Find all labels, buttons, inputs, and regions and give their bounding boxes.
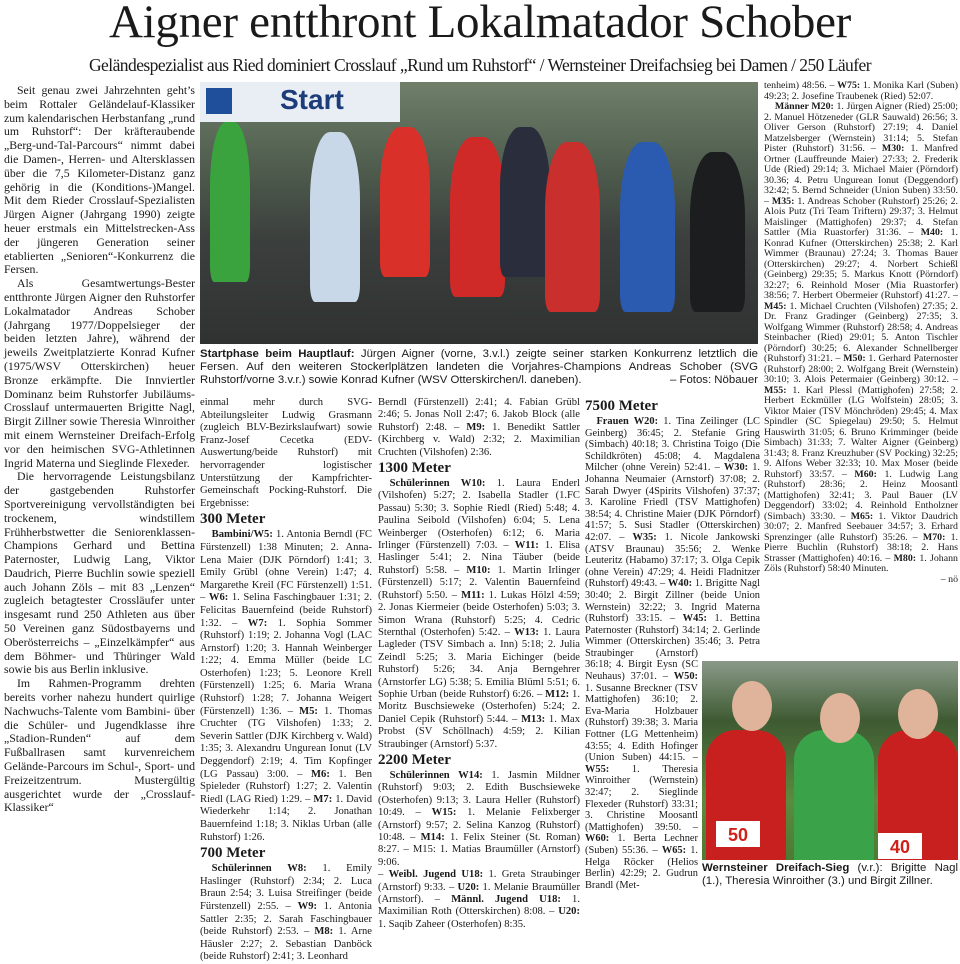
- category-label: W30:: [723, 462, 749, 474]
- text-run: 1. Melanie Felixberger (Arnstorf) 9:57; 2. Selina Kanzog (Ruhstorf) 10:48. –: [378, 807, 580, 843]
- text-run: 1. Max Probst (SV Schöllnach) 4:59; 2. Kilian Straubinger (Arnstorf) 5:37.: [378, 713, 580, 750]
- text-run: 1. David Wiederkehr 1:14; 2. Jonathan Bauernfeind 1:18; 3. Niklas Urban (alle Ruhstorf) 1:26.: [200, 793, 373, 843]
- text-run: 1. Jasmin Mildner (Ruhstorf) 9:03; 2. Edith Buschsieweke (Osterhofen) 9:13; 3. Laura Heller (Ruhstorf) 10:49. –: [378, 769, 580, 819]
- text-run: 1. Gerhard Paternoster (Ruhstorf) 28:00; 2. Wolfgang Breit (Wernstein) 30:10; 3. Alois Petermaier (Geinberg) 30:12. –: [764, 353, 958, 385]
- paragraph: [200, 397, 372, 510]
- runner-figure: [210, 122, 250, 282]
- article-column-5: [764, 81, 958, 585]
- category-label: W50:: [673, 671, 698, 683]
- runner-figure: [380, 127, 430, 277]
- paragraph: [378, 869, 580, 931]
- category-label: M14:: [420, 832, 445, 843]
- headline: Aigner entthront Lokalmatador Schober: [109, 0, 851, 48]
- text-run: 1. Pierre Buchlin (Ruhstorf) 38:18; 2. Hans Strasser (Mattighofen) 40:16. –: [764, 531, 958, 564]
- category-label: Bambini/W5:: [211, 529, 273, 541]
- start-number-bib: 40: [878, 833, 922, 859]
- category-label: W13:: [514, 626, 539, 638]
- text-run: 1. Arne Häusler 2:27; 2. Sebastian Danböck (beide Ruhstorf) 2:41; 3. Leonhard: [200, 926, 372, 963]
- start-photo: [200, 82, 758, 344]
- text-run: Die hervorragende Leistungsbilanz der gastgebenden Ruhstorfer Sportvereinigung vervollständigten bei trockenem, windstillem Frühherbstwetter die Seniorenklassen-Champions Gerhard und Bettina Paternoster, Ludwig Lang, Viktor Daudrich, Pierre Buchlin sowie speziell auch Johann Zöls – mit 83 „Lenzen“ zugleich betagtester Crossläufer unter insgesamt rund 250 Athleten aus über 50 Vereinen ganz Südostbayerns und Oberösterreichs – „Einzelkämpfer“ aus dem Böhmer- und Thüringer Wald sowie bis aus Berlin inklusive.: [4, 469, 195, 677]
- paragraph: [4, 470, 195, 677]
- text-run: 1. Berta Lechner (Suben) 55:36. –: [585, 833, 698, 856]
- runner-figure: [545, 142, 600, 312]
- runner-figure: [310, 132, 360, 302]
- author-signature: – nö: [940, 573, 958, 585]
- paragraph: [378, 397, 580, 459]
- text-run: 1. Antonia Sattler 2:35; 2. Sarah Faschingbauer (beide Ruhstorf) 2:53. –: [200, 900, 372, 938]
- text-run: 1. Johanna Neumaier (Arnstorf) 37:08; 2. Sarah Dwyer (4Spirits Vilshofen) 37:37; 3. Karoline Friedl (TSV Mattighofen) 38:54; 4. Christine Maier (DJK Pörndorf) 41:57; 5. Susi Stadler (Otterskirchen) 42:07. –: [585, 462, 761, 543]
- text-run: 1. Moritz Buschsieweke (Osterhofen) 5:24; 2. Daniel Cepik (Ruhstorf) 5:44. –: [378, 688, 580, 725]
- text-run: 1. Greta Straubinger (Arnstorf) 9:33. –: [378, 869, 581, 893]
- text-run: 1. Elisa Haslinger 5:41; 2. Nina Täuber (beide Ruhstorf) 5:58. –: [378, 540, 580, 576]
- category-label: Schülerinnen W10:: [389, 478, 486, 490]
- category-label: U20:: [558, 906, 580, 918]
- banner-text: Start: [280, 84, 344, 115]
- text-run: 1. Sophia Sommer (Ruhstorf) 1:19; 2. Johanna Vogl (LAC Arnstorf) 1:20; 3. Hannah Weinberger 1:22; 4. Emma Müller (beide LC Osterhofen) 1:23; 5. Leonore Krell (Fürstenzell) 1:25; 6. Maria Wrana (Ruhstorf) 1:28; 7. Johanna Weigert (Fürstenzell) 1:36. –: [200, 617, 373, 717]
- category-label: W60:: [585, 833, 610, 845]
- athlete-head: [732, 681, 772, 731]
- section-heading: 2200 Meter: [378, 751, 451, 768]
- caption-text: (v.r.): Brigitte Nagl (1.), Theresia Winroither (3.) und Birgit Zillner.: [702, 862, 958, 887]
- text-run: 1. Thomas Cruchter (TG Vilshofen) 1:33; 2. Severin Sattler (DJK Kirchberg v. Wald) 1:35; 3. Alexandru Ungurean Ionut (LV Deggendorf) 2:19; 4. Tim Kopfinger (LG Passau) 3:00. –: [200, 705, 372, 780]
- category-label: Frauen W20:: [596, 416, 659, 427]
- category-label: W75:: [837, 80, 861, 91]
- article-column-1: [4, 84, 195, 815]
- category-label: M13:: [521, 713, 546, 725]
- text-run: 1. Laura Lagleder (TSV Simbach a. Inn) 5:18; 2. Julia Zeindl 5:25; 3. Maria Eichinger (beide Ruhstorf) 5:26; 34. Anja Berngehrer (Arnstorfer LG) 5:38; 5. Emilia Blüml 5:51; 6. Sophie Urban (beide Ruhstorf) 6:26. –: [378, 626, 580, 700]
- section-heading: 7500 Meter: [585, 398, 658, 414]
- text-run: einmal mehr durch SVG-Abteilungsleiter Ludwig Grasmann (zugleich BLV-Bezirkslaufwart) sowie Franz-Josef Cecetka (EDV-Auswertung/beide Ruhstorf) mit hervorragender logistischer Unterstützung der Kampfrichter-Gemeinschaft Pocking-Ruhstorf. Die Ergebnisse:: [200, 397, 372, 509]
- text-run: 1. Emily Haslinger (Ruhstorf) 2:34; 2. Luca Braun 2:54; 3. Luisa Streifinger (beide Fürstenzell) 2:55. –: [200, 863, 372, 912]
- text-run: 1. Selina Faschingbauer 1:31; 2. Felicitas Bauernfeind (beide Ruhstorf) 1:32. –: [200, 592, 372, 629]
- category-label: M12:: [545, 688, 570, 700]
- category-label: M70:: [922, 531, 946, 543]
- category-label: M60:: [854, 468, 877, 480]
- runner-figure: [450, 137, 505, 297]
- category-label: M45:: [764, 300, 787, 312]
- category-label: M6:: [311, 768, 330, 780]
- category-label: M11:: [461, 589, 485, 601]
- category-label: Weibl. Jugend U18:: [388, 869, 484, 881]
- bank-logo-icon: [206, 88, 232, 114]
- category-label: W9:: [297, 900, 318, 912]
- text-run: 1. Viktor Daudrich 30:07; 2. Manfred Seebauer 34:57; 3. Erhard Sprenzinger (alle Ruhstorf) 35:26. –: [764, 510, 958, 543]
- category-label: W6:: [208, 592, 229, 604]
- paragraph: [764, 81, 958, 102]
- category-label: Schülerinnen W8:: [211, 863, 307, 875]
- athlete-head: [898, 689, 938, 739]
- caption-title: Startphase beim Hauptlauf:: [200, 348, 355, 360]
- text-run: 1. Helga Röcker (Helios Berlin) 42:29; 2. Gudrun Brandl (Met-: [585, 844, 699, 891]
- text-run: 1. Theresia Winroither (Wernstein) 32:47; 2. Sieglinde Flexeder (Ruhstorf) 33:31; 3. Christine Moosantl (Mattighofen) 39:50. –: [585, 763, 698, 833]
- text-run: tenheim) 48:56. –: [764, 80, 838, 91]
- category-label: W65:: [661, 844, 687, 856]
- text-run: 1. Antonia Berndl (FC Fürstenzell) 1:38 Minuten; 2. Anna-Lena Maier (DJK Pörndorf) 1:41; 3. Emily Grübl (ohne Verein) 1:47; 4. Margarethe Kreil (FC Fürstenzell) 1:51. –: [200, 529, 372, 604]
- category-label: W7:: [247, 617, 268, 629]
- runner-figure: [620, 142, 675, 312]
- runner-figure: [690, 152, 745, 312]
- photo-credit: – Fotos: Nöbauer: [669, 374, 758, 386]
- category-label: M55:: [764, 384, 787, 396]
- section-heading: 300 Meter: [200, 511, 266, 528]
- text-run: 1. Ludwig Lang (Ruhstorf) 28:36; 2. Heinz Moosantl (Mattighofen) 32:41; 3. Paul Bauer (LV Deggendorf) 33:02; 4. Reinhold Entholzner (Simbach) 33:30. –: [764, 468, 958, 522]
- category-label: Männl. Jugend U18:: [451, 894, 561, 906]
- caption-title: Wernsteiner Dreifach-Sieg: [702, 862, 850, 874]
- paragraph: [4, 84, 195, 277]
- text-run: 1. Nicole Jankowski (ATSV Braunau) 35:56; 2. Wenke Leuteritz (Habamo) 37:17; 3. Olga Cepik (ohne Verein) 47:29; 4. Heidi Fladnitzer (Ruhstorf) 49:43. –: [585, 531, 760, 590]
- text-run: 1. Konrad Kufner (Otterskirchen) 25:38; 2. Karl Wimmer (Braunau) 27:24; 3. Thomas Bauer (Otterskirchen) 29:27; 4. Norbert Schießl (Geinberg) 29:35; 5. Markus Knott (Pörndorf) 32:27; 6. Reinhold Moser (Mia Ruastorfer) 38:56; 7. Herbert Obermeier (Ruhstorf) 41:27. –: [764, 227, 959, 301]
- category-label: W40:: [667, 578, 693, 590]
- paragraph: [200, 863, 372, 964]
- text-run: 1. Johann Zöls (Ruhstorf) 58:40 Minuten.: [764, 552, 958, 574]
- text-run: 1. Lukas Hölzl 4:59; 2. Jonas Kiermeier (beide Osterhofen) 5:03; 3. Simon Wrana (Ruhstorf) 5:25; 4. Cedric Sternthal (Osterhofen) 5:42. –: [378, 589, 580, 638]
- text-run: 1. Andreas Schober (Ruhstorf) 25:26; 2. Alois Putz (Tri Team Triftern) 29:37; 3. Helmut Maislinger (Mattighofen) 29:37; 4. Stefan Sattler (Mia Ruastorfer) 31:36. –: [764, 195, 958, 238]
- category-label: M40:: [920, 227, 944, 238]
- winners-photo: [702, 661, 958, 860]
- text-run: 1. Maximilian Roth (Otterskirchen) 8:08. –: [378, 894, 580, 918]
- paragraph: [4, 677, 195, 815]
- text-run: 1. Melanie Braumüller (Arnstorf). –: [378, 881, 580, 906]
- subheadline: Geländespezialist aus Ried dominiert Crosslauf „Rund um Ruhstorf“ / Wernsteiner Dreifachsieg bei Damen / 250 Läufer: [88, 55, 872, 75]
- section-heading: 1300 Meter: [378, 460, 451, 477]
- text-run: Berndl (Fürstenzell) 2:41; 4. Fabian Grübl 2:46; 5. Jonas Noll 2:47; 6. Jakob Block (alle Ruhstorf) 2:48. –: [378, 397, 580, 433]
- paragraph: [4, 277, 195, 470]
- category-label: M7:: [313, 793, 333, 805]
- category-label: Schülerinnen W14:: [389, 769, 483, 781]
- text-run: 1. Benedikt Sattler (Kirchberg v. Wald) 2:32; 2. Maximilian Cruchten (Vilshofen) 2:36.: [378, 421, 580, 458]
- category-label: W11:: [514, 540, 539, 552]
- text-run: 1. Susanne Breckner (TSV Mattighofen) 36:10; 2. Eva-Maria Holzbauer (Ruhstorf) 39:38; 3. Maria Fottner (LG Mettenheim) 43:55; 4. Edith Hofinger (Union Suben) 44:15. –: [585, 682, 698, 764]
- category-label: U20:: [457, 881, 480, 893]
- text-run: 1. Laura Enderl (Vilshofen) 5:27; 2. Isabella Stadler (1.FC Passau) 5:30; 3. Sophie Riedl (Ried) 5:48; 4. Paulina Seibold (Vilshofen) 6:04; 5. Lena Weinberger (Osterhofen) 6:12; 6. Maria Irlinger (Fürstenzell) 7:03. –: [378, 478, 580, 552]
- category-label: Männer M20:: [774, 101, 834, 112]
- category-label: M80:: [893, 552, 917, 564]
- paragraph: [378, 770, 580, 869]
- athlete-head: [820, 693, 860, 743]
- category-label: W55:: [585, 763, 610, 775]
- article-column-2: [200, 397, 372, 964]
- start-photo-caption: [200, 348, 758, 387]
- category-label: M9:: [466, 421, 486, 433]
- paragraph: [378, 478, 580, 751]
- category-label: M30:: [881, 143, 905, 154]
- runner-figure: [500, 127, 550, 277]
- text-run: Als Gesamtwertungs-Bester entthronte Jürgen Aigner den Ruhstorfer Lokalmatador Andreas Schober (Jahrgang 1977/Doppelsieger der beiden letzten Jahre), während der jeweils Zweitplatzierte Konrad Kufner (1975/WSV Otterskirchen) heuer Bronze erkämpfte. Die Innviertler Dominanz beim Ruhstorfer Jubiläums-Crosslauf untermauerten Brigitte Nagl, Birgit Zillner sowie Theresia Winroither mit einem Wernsteiner Dreifach-Erfolg vor den heimischen SVG-Athletinnen Ingrid Materna und Sieglinde Flexeder.: [4, 276, 195, 470]
- article-column-3: [378, 397, 580, 931]
- paragraph: [200, 529, 372, 844]
- category-label: M8:: [314, 926, 334, 938]
- athlete-figure: [794, 730, 874, 860]
- text-run: 1. Ben Spieleder (Ruhstorf) 1:27; 2. Valentin Riedl (LAG Ried) 1:29. –: [200, 768, 373, 805]
- text-run: 1. Brigitte Nagl 30:40; 2. Birgit Zillner (beide Union Wernstein) 32:22; 3. Ingrid Materna (Ruhstorf) 33:15. –: [585, 578, 761, 625]
- text-run: –: [378, 869, 389, 881]
- category-label: M5:: [299, 705, 318, 717]
- category-label: W45:: [682, 613, 707, 625]
- caption-text: Jürgen Aigner (vorne, 3.v.l.) zeigte seiner starken Konkurrenz letztlich die Fersen. Auf den weiteren Stockerlplätzen landeten die Vorjahres-Champions Andreas Schober (SVG Ruhstorf/vorne 3.v.r.) sowie Konrad Kufner (WSV Otterskirchen/l. daneben).: [200, 348, 758, 386]
- text-run: Seit genau zwei Jahrzehnten geht’s beim Rottaler Geländelauf-Klassiker zum kalendarischen Herbstanfang „rund um Ruhstorf“: Der kräfteraubende „Berg-und-Tal-Parcours“ nimmt dabei die Damen-, Herren- und Altersklassen über die 7,5 Kilometer-Distanz ganz gehörig in die (Konditions-)Mangel. Mit dem Rieder Crosslauf-Spezialisten Jürgen Aigner (Jahrgang 1990) zeigte heuer erstmals ein Mittelstrecken-Ass der jüngeren Generation seiner etablierten „Senioren“-Konkurrenz die Fersen.: [4, 83, 195, 277]
- text-run: 1. Bettina Paternoster (Ruhstorf) 34:14; 2. Gerlinde Wimmer (Otterskirchen) 35:46; 3. Petra Straubinger (Arnstorf) 36:18; 4. Birgit Eysn (SC Neuhaus) 37:01. –: [585, 613, 761, 683]
- text-run: 1. Martin Irlinger (Fürstenzell) 5:17; 2. Valentin Bauernfeind (Ruhstorf) 5:50. –: [378, 564, 580, 601]
- category-label: M35:: [771, 195, 795, 207]
- text-run: 1. Karl Plessl (Mattighofen) 27:58; 2. Herbert Eckmüller (LG Wolfstein) 28:05; 3. Viktor Maier (TSV Mönchröden) 29:45; 4. Max Spindler (SC Spiegelau) 29:50; 5. Helmut Hauswirth 31:05; 6. Bruno Krimminger (beide Simbach) 31:33; 7. Walter Aigner (Geinberg) 31:43; 8. Franz Kreuzhuber (SV Pocking) 32:25; 9. Alfons Weber 32:33; 10. Max Moser (beide Ruhstorf) 33:57. –: [764, 384, 958, 480]
- text-run: 1. Michael Cruchten (Vilshofen) 27:35; 2. Dr. Franz Gradinger (Geinberg) 27:35; 3. Wolfgang Wimmer (Ruhstorf) 28:58; 4. Andreas Steinbacher (Ried) 29:01; 5. Anton Tischler (Pörndorf) 30:25; 6. Alexander Schnellberger (Ruhstorf) 31:21. –: [764, 300, 958, 364]
- text-run: 1. Jürgen Aigner (Ried) 25:00; 2. Manuel Hötzeneder (GLR Sauwald) 26:56; 3. Oliver Gerson (Ruhstorf) 27:19; 4. Daniel Matzelsberger (Wernstein) 31:14; 5. Stefan Pister (Ruhstorf) 31:56. –: [764, 101, 958, 154]
- text-run: 1. Tina Zeilinger (LC Geinberg) 36:45; 2. Stefanie Gring (Simbach) 40:18; 3. Christina Toigo (Die Schildkröten) 45:08; 4. Magdalena Milcher (ohne Verein) 52:41. –: [585, 416, 760, 474]
- category-label: M50:: [843, 353, 866, 364]
- category-label: M10:: [466, 564, 491, 576]
- paragraph: [764, 102, 958, 575]
- winners-photo-caption: [702, 862, 958, 888]
- text-run: Im Rahmen-Programm drehten bereits vorher nahezu hundert quirlige Nachwuchs-Talente vom Bambini- über die Schüler- und Jugendklasse ihre „Stadion-Runden“ auf dem Fußballrasen samt kurvenreichem Gelände-Parcours im Schul-, Sport- und Freizeitzentrum. Mustergültig ausgerichtet wurde der „Crosslauf-Klassiker“: [4, 676, 195, 815]
- start-banner: [200, 82, 400, 122]
- start-number-bib: 50: [716, 821, 760, 847]
- text-run: 1. Monika Karl (Suben) 49:23; 2. Josefine Traubenek (Ried) 52:07.: [764, 80, 959, 102]
- section-heading: 700 Meter: [200, 845, 266, 862]
- text-run: 1. Manfred Ortner (Lauffreunde Maier) 27:33; 2. Frederik Ude (Ried) 29:14; 3. Michael Maier (Pörndorf) 30.36; 4. Petru Ungurean Ionut (Deggendorf) 32:42; 5. Bernd Schneider (Union Suben) 33:50. –: [764, 143, 958, 207]
- category-label: M65:: [850, 510, 874, 522]
- text-run: 1. Felix Steiner (St. Roman) 8:27. – M15: 1. Matias Braumüller (Arnstorf) 9:06.: [378, 832, 580, 868]
- category-label: W35:: [632, 531, 657, 543]
- category-label: W15:: [431, 807, 457, 819]
- text-run: 1. Saqib Zaheer (Osterhofen) 8:35.: [378, 918, 526, 930]
